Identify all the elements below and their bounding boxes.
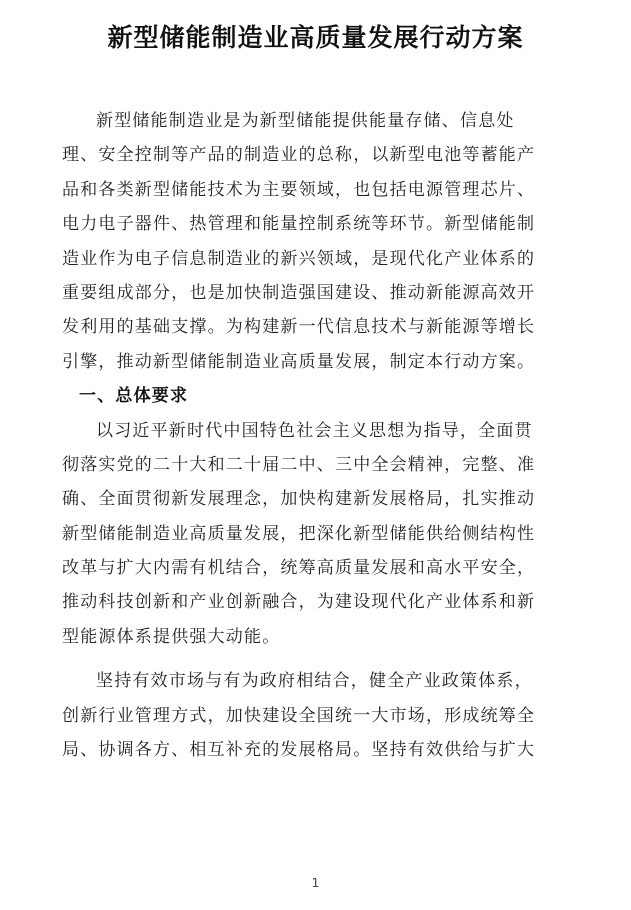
paragraph-intro <box>62 104 574 379</box>
document-body <box>62 104 574 767</box>
text-line: 新型储能制造业是为新型储能提供能量存储、信息处 <box>96 111 515 131</box>
paragraph-principles <box>62 664 574 767</box>
paragraph-guiding-principles <box>62 414 574 655</box>
text-line: 彻落实党的二十大和二十届二中、三中全会精神，完整、准 <box>62 454 536 475</box>
text-line: 造业作为电子信息制造业的新兴领域，是现代化产业体系的 <box>62 248 536 269</box>
text-line: 创新行业管理方式，加快建设全国统一大市场，形成统筹全 <box>62 705 536 726</box>
text-line: 发利用的基础支撑。为构建新一代信息技术与新能源等增长 <box>62 317 536 338</box>
text-line: 坚持有效市场与有为政府相结合，健全产业政策体系， <box>96 671 533 692</box>
text-line: 重要组成部分，也是加快制造强国建设、推动新能源高效开 <box>62 282 536 303</box>
text-line: 以习近平新时代中国特色社会主义思想为指导，全面贯 <box>96 420 533 441</box>
document-title: 新型储能制造业高质量发展行动方案 <box>107 23 524 52</box>
text-line: 改革与扩大内需有机结合，统筹高质量发展和高水平安全， <box>62 558 536 579</box>
text-line: 品和各类新型储能技术为主要领域，也包括电源管理芯片、 <box>62 179 536 200</box>
paragraph-gap <box>62 654 574 664</box>
text-line: 电力电子器件、热管理和能量控制系统等环节。新型储能制 <box>62 214 536 235</box>
text-line: 理、安全控制等产品的制造业的总称，以新型电池等蓄能产 <box>62 145 536 166</box>
text-line: 新型储能制造业高质量发展，把深化新型储能供给侧结构性 <box>62 523 536 544</box>
section-heading: 一、总体要求 <box>79 386 189 407</box>
page-number: 1 <box>311 876 320 890</box>
text-line: 局、协调各方、相互补充的发展格局。坚持有效供给与扩大 <box>62 740 536 761</box>
text-line: 型能源体系提供强大动能。 <box>62 626 281 647</box>
text-line: 推动科技创新和产业创新融合，为建设现代化产业体系和新 <box>62 592 536 613</box>
text-line: 引擎，推动新型储能制造业高质量发展，制定本行动方案。 <box>62 351 536 372</box>
text-line: 确、全面贯彻新发展理念，加快构建新发展格局，扎实推动 <box>62 489 536 510</box>
